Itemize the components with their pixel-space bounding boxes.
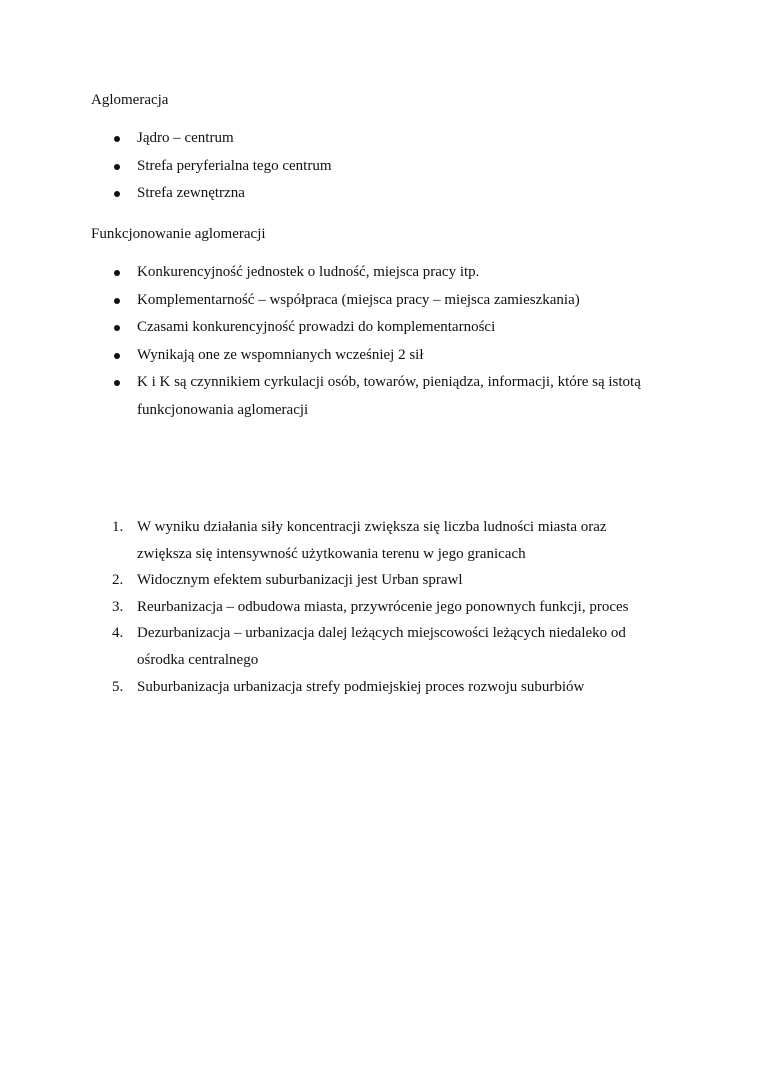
list-item: Czasami konkurencyjność prowadzi do komplementarności: [0, 314, 760, 342]
list-item: K i K są czynnikiem cyrkulacji osób, towarów, pieniądza, informacji, które są istotą funkcjonowania aglomeracji: [0, 369, 760, 424]
numbered-item: 3. Reurbanizacja – odbudowa miasta, przywrócenie jego ponownych funkcji, proces: [112, 598, 629, 615]
list-item: Wynikają one ze wspomnianych wcześniej 2 sił: [0, 342, 760, 370]
numbered-item: 1. W wyniku działania siły koncentracji zwiększa się liczba ludności miasta oraz zwiększa się intensywność użytkowania terenu w jego granicach: [112, 519, 607, 562]
list-item: Jądro – centrum: [0, 125, 760, 153]
bullet-icon: [114, 325, 120, 331]
bullet-icon: [114, 380, 120, 386]
heading-aglomeracja: Aglomeracja: [91, 92, 169, 108]
list-item: Konkurencyjność jednostek o ludność, miejsca pracy itp.: [0, 259, 760, 287]
heading-funkcjonowanie: Funkcjonowanie aglomeracji: [91, 226, 266, 242]
numbered-item: 5. Suburbanizacja urbanizacja strefy podmiejskiej proces rozwoju suburbiów: [112, 678, 585, 695]
bullet-icon: [114, 136, 120, 142]
bullet-icon: [114, 353, 120, 359]
bullet-list-funkcjonowanie: [0, 259, 760, 424]
list-item: Komplementarność – współpraca (miejsca pracy – miejsca zamieszkania): [0, 287, 760, 315]
list-item: Strefa zewnętrzna: [0, 180, 760, 208]
bullet-icon: [114, 164, 120, 170]
bullet-icon: [114, 298, 120, 304]
bullet-icon: [114, 270, 120, 276]
numbered-item: 2. Widocznym efektem suburbanizacji jest Urban sprawl: [112, 572, 463, 589]
bullet-list-aglomeracja: [0, 125, 760, 208]
list-item: Strefa peryferialna tego centrum: [0, 153, 760, 181]
numbered-item: 4. Dezurbanizacja – urbanizacja dalej leżących miejscowości leżących niedaleko od ośrodka centralnego: [112, 625, 626, 668]
numbered-list: [0, 514, 760, 700]
bullet-icon: [114, 191, 120, 197]
